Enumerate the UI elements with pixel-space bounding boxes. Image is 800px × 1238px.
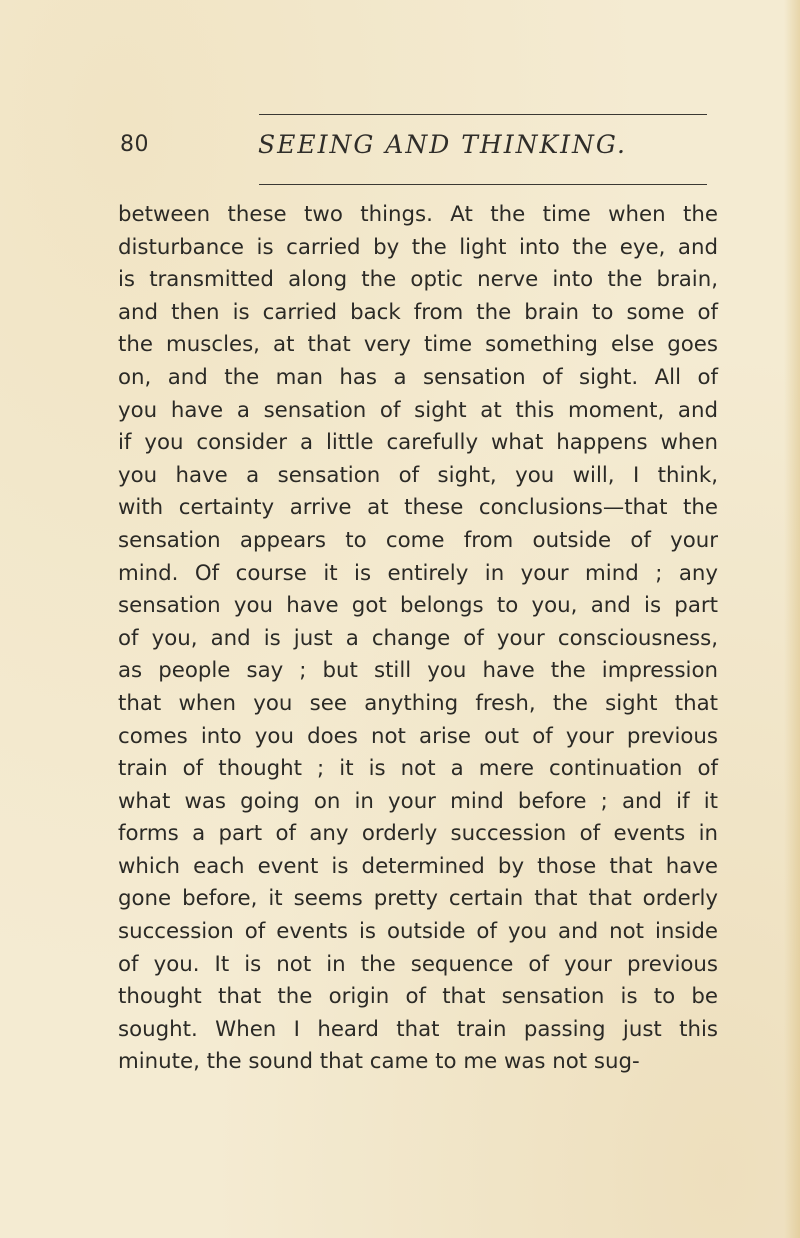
text-line: disturbance is carried by the light into the eye, and	[118, 234, 718, 260]
header-rule-bottom	[259, 184, 707, 185]
body-text	[118, 199, 718, 1079]
text-line: on, and the man has a sensation of sight. All of	[118, 364, 718, 390]
text-line: what was going on in your mind before ; and if it	[118, 788, 718, 814]
text-line: between these two things. At the time when the	[118, 202, 718, 227]
text-line: which each event is determined by those that have	[118, 853, 718, 879]
text-line: forms a part of any orderly succession of events in	[118, 821, 718, 847]
text-line: gone before, it seems pretty certain that that orderly	[118, 886, 718, 912]
text-line: of you, and is just a change of your consciousness,	[118, 625, 718, 651]
text-line: with certainty arrive at these conclusions—that the	[118, 495, 718, 521]
text-line: train of thought ; it is not a mere continuation of	[118, 756, 718, 782]
text-line: sensation appears to come from outside of your	[118, 527, 718, 553]
text-line: and then is carried back from the brain to some of	[118, 299, 718, 325]
text-line: succession of events is outside of you and not inside	[118, 919, 718, 945]
text-line: sensation you have got belongs to you, and is part	[118, 593, 718, 619]
text-line: as people say ; but still you have the impression	[118, 658, 718, 684]
text-line: of you. It is not in the sequence of your previous	[118, 951, 718, 977]
page-number: 80	[120, 132, 149, 157]
text-line: sought. When I heard that train passing just this	[118, 1016, 718, 1042]
text-line: comes into you does not arise out of your previous	[118, 723, 718, 749]
text-line: you have a sensation of sight at this moment, and	[118, 397, 718, 423]
running-head: SEEING AND THINKING.	[258, 130, 627, 159]
text-line: is transmitted along the optic nerve into the brain,	[118, 267, 718, 293]
text-line: you have a sensation of sight, you will, I think,	[118, 462, 718, 488]
text-line: thought that the origin of that sensation is to be	[118, 984, 718, 1010]
text-line: mind. Of course it is entirely in your mind ; any	[118, 560, 718, 586]
page-edge-stain	[784, 0, 800, 1238]
text-line: minute, the sound that came to me was not sug-	[118, 1049, 640, 1075]
text-line: the muscles, at that very time something else goes	[118, 332, 718, 358]
header-rule-top	[259, 114, 707, 115]
text-line: that when you see anything fresh, the sight that	[118, 690, 718, 716]
text-line: if you consider a little carefully what happens when	[118, 430, 718, 456]
